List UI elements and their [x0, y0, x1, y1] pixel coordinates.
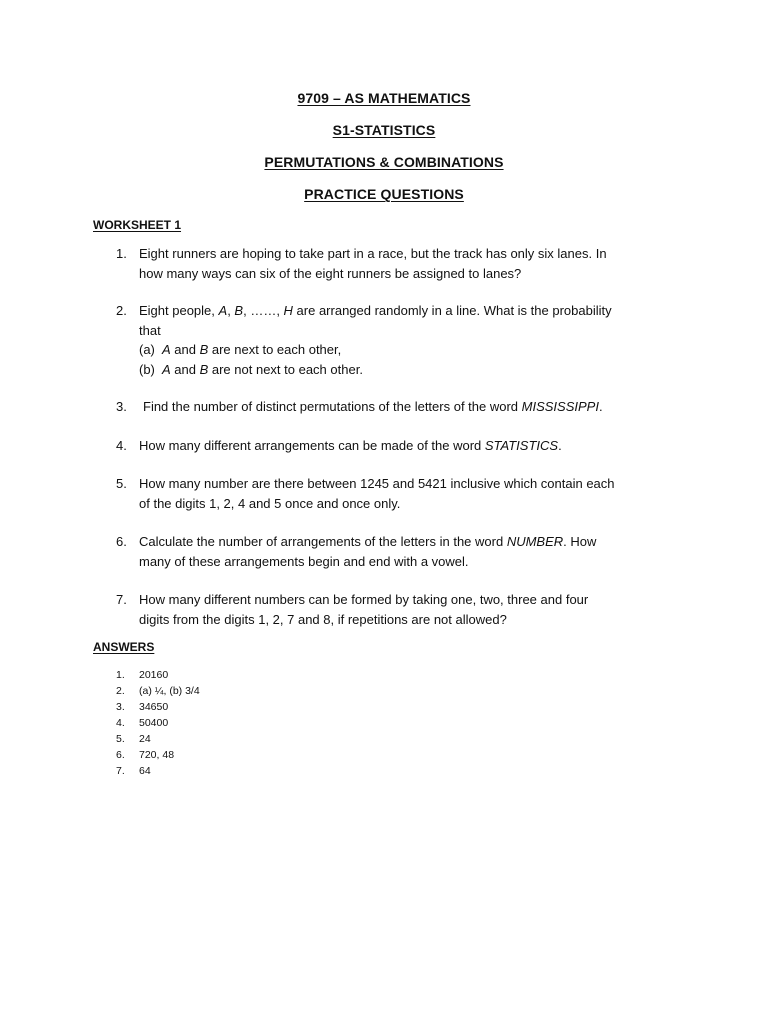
question-text-line: of the digits 1, 2, 4 and 5 once and once only. [139, 495, 401, 511]
topic-title: PERMUTATIONS & COMBINATIONS [264, 154, 504, 170]
question-text-line: Eight people, A, B, ……, H are arranged randomly in a line. What is the probability [139, 303, 612, 318]
question-text-line: Find the number of distinct permutations of the letters of the word MISSISSIPPI. [143, 399, 603, 414]
question-text-line: How many different arrangements can be made of the word STATISTICS. [139, 438, 562, 453]
subtitle: PRACTICE QUESTIONS [304, 186, 464, 202]
question-number: 6. [116, 534, 127, 549]
course-title: 9709 – AS MATHEMATICS [297, 90, 471, 106]
question-text-line: How many number are there between 1245 and 5421 inclusive which contain each [139, 476, 615, 491]
worksheet-page: 9709 – AS MATHEMATICS S1-STATISTICS PERMUTATIONS & COMBINATIONS PRACTICE QUESTIONS WORKSHEET 1 1. Eight runners are hoping to take part in a race, but the track has only six lanes. In how many ways can six of the eight runners be assigned to lanes? 2. Eight people, A, B, ……, H are arranged randomly in a line. What is the probability that (a) A and B are next to each other, (b) A and B are not next to each other. 3. Find the number of distinct permutations of the letters of the word MISSISSIPPI. 4. How many different arrangements can be made of the word STATISTICS. 5. How many number are there between 1245 and 5421 inclusive which contain each of the digits 1, 2, 4 and 5 once and once only. 6. Calculate the number of arrangements of the letters in the word NUMBER. How many of these arrangements begin and end with a vowel. 7. How many different numbers can be formed by taking one, two, three and four digits from the digits 1, 2, 7 and 8, if repetitions are not allowed? ANSWERS 1. 20160 2. (a) ¼, (b) 3/4 3. 34650 4. 50400 5. 24 6. 720, 48 7. 64 [0, 0, 768, 1024]
answers-heading: ANSWERS [93, 640, 155, 654]
question-6 [116, 532, 676, 571]
question-3 [116, 397, 676, 417]
question-text-line: How many different numbers can be formed by taking one, two, three and four [139, 592, 589, 607]
question-text-line: many of these arrangements begin and end with a vowel. [139, 553, 469, 569]
question-number: 7. [116, 592, 127, 607]
question-text-line: digits from the digits 1, 2, 7 and 8, if repetitions are not allowed? [139, 611, 507, 627]
question-5 [116, 474, 676, 513]
question-part-b: (b) A and B are not next to each other. [139, 361, 363, 377]
module-title: S1-STATISTICS [332, 122, 436, 138]
question-part-a: (a) A and B are next to each other, [139, 342, 342, 357]
question-1 [116, 244, 676, 283]
question-number: 5. [116, 476, 127, 491]
question-text-line: Calculate the number of arrangements of the letters in the word NUMBER. How [139, 534, 597, 549]
question-7 [116, 590, 676, 629]
question-text-line: Eight runners are hoping to take part in a race, but the track has only six lanes. In [139, 246, 607, 261]
question-number: 4. [116, 438, 127, 453]
question-text-line: that [139, 322, 161, 338]
worksheet-heading: WORKSHEET 1 [93, 218, 182, 232]
question-4 [116, 436, 676, 456]
question-number: 1. [116, 246, 127, 261]
question-2 [116, 301, 676, 379]
question-number: 2. [116, 303, 127, 318]
question-text-line: how many ways can six of the eight runners be assigned to lanes? [139, 265, 522, 281]
question-number: 3. [116, 399, 127, 414]
